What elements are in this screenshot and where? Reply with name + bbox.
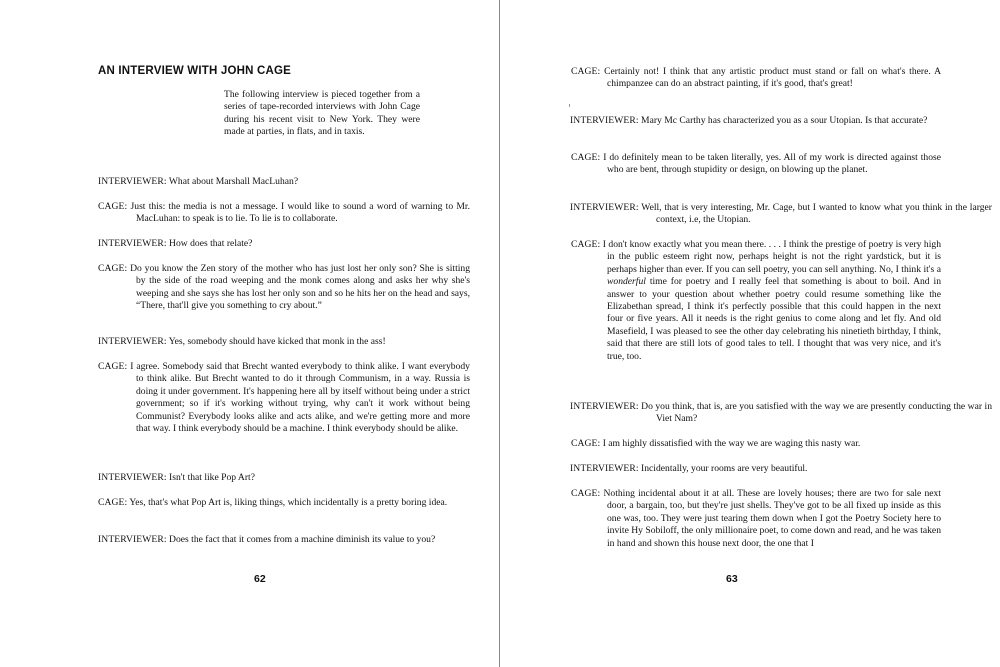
- dialogue-entry: [98, 361, 470, 435]
- dialogue-text: Yes, that's what Pop Art is, liking things, which incidentally is a pretty boring idea.: [129, 497, 448, 508]
- dialogue-entry: [570, 115, 992, 127]
- speaker-label: CAGE:: [98, 497, 128, 508]
- speaker-label: CAGE:: [98, 201, 128, 212]
- dialogue-entry: [98, 472, 470, 484]
- dialogue-text: Does the fact that it comes from a machine diminish its value to you?: [169, 534, 436, 545]
- scan-speck: [569, 104, 570, 107]
- speaker-label: CAGE:: [571, 438, 601, 449]
- speaker-label: INTERVIEWER:: [98, 534, 167, 545]
- dialogue-text: I do definitely mean to be taken literally, yes. All of my work is directed against those who are bent, through stupidity or design, on blowing up the planet.: [603, 152, 941, 176]
- dialogue-text: Yes, somebody should have kicked that monk in the ass!: [168, 336, 386, 347]
- dialogue-entry: [98, 336, 470, 348]
- intro-paragraph: The following interview is pieced together from a series of tape-recorded interviews with John Cage during his recent visit to New York. They were made at parties, in flats, and in taxis.: [224, 89, 420, 138]
- dialogue-entry: [570, 401, 992, 426]
- dialogue-entry: [571, 239, 941, 363]
- speaker-label: CAGE:: [571, 239, 601, 250]
- speaker-label: INTERVIEWER:: [98, 472, 167, 483]
- dialogue-text: Just this: the media is not a message. I would like to sound a word of warning to Mr. MacLuhan: to speak is to lie. To lie is to collaborate.: [130, 201, 470, 225]
- speaker-label: CAGE:: [571, 152, 601, 163]
- article-title: AN INTERVIEW WITH JOHN CAGE: [98, 65, 292, 77]
- dialogue-text: What about Marshall MacLuhan?: [168, 176, 299, 187]
- speaker-label: INTERVIEWER:: [98, 238, 167, 249]
- speaker-label: CAGE:: [571, 488, 601, 499]
- dialogue-entry: [570, 463, 992, 475]
- page-number: 63: [726, 573, 738, 585]
- dialogue-entry: [571, 152, 941, 177]
- emphasized-word: wonderful: [607, 276, 646, 288]
- dialogue-entry: [98, 534, 514, 546]
- dialogue-text: I don't know exactly what you mean there. . . . I think the prestige of poetry is very high in the public esteem right now, perhaps height is not the right yardstick, but it is perhaps higher than ever. If you can sell poetry, you can sell anything. No, I think it's a: [602, 239, 941, 275]
- speaker-label: INTERVIEWER:: [570, 401, 639, 412]
- speaker-label: CAGE:: [98, 361, 128, 372]
- dialogue-entry: [571, 66, 941, 91]
- right-page: [501, 0, 1000, 667]
- page-number: 62: [254, 573, 266, 585]
- dialogue-text: Well, that is very interesting, Mr. Cage, but I wanted to know what you think in the larger context, i.e, the Utopian.: [641, 202, 992, 226]
- dialogue-entry: [98, 201, 470, 226]
- dialogue-text: time for poetry and I really feel that something is about to boil. And in answer to your question about whether poetry could resume something like the Elizabethan spread, I think it's perfectly possible that this could happen in the next four or five years. All it needs is the right genius to come along and let fly. And old Masefield, I was pleased to see the other day celebrating his ninetieth birthday, I think, said that there are still lots of good tales to tell. I thought that was very nice, and it's true, too.: [607, 276, 941, 362]
- dialogue-text: I agree. Somebody said that Brecht wanted everybody to think alike. I want everybody to think alike. But Brecht wanted to do it through Communism, in a way. Russia is doing it under government. It's happening here all by itself without being under a strict government; so if it's working without trying, why can't it work without being Communist? Everybody looks alike and acts alike, and we're getting more and more that way. I think everybody should be a machine. I think everybody should be alike.: [130, 361, 470, 435]
- page-gutter: [499, 0, 500, 667]
- speaker-label: INTERVIEWER:: [570, 115, 639, 126]
- speaker-label: INTERVIEWER:: [570, 202, 639, 213]
- dialogue-text: Nothing incidental about it at all. These are lovely houses; there are two for sale next door, a bargain, too, but they're just shells. They've got to be all fixed up inside as this one was, too. They were just tearing them down when I got the Poetry Society here to invite Hy Sobiloff, the only millionaire poet, to come down and read, and he was taken in hand and shown this house next door, the one that I: [603, 488, 941, 549]
- dialogue-text: Do you know the Zen story of the mother who has just lost her only son? She is sitting by the side of the road weeping and the monk comes along and asks her why she's weeping and she says she has lost her only son and so he hits her on the head and says, “There, that'll give you something to cry about.”: [130, 263, 470, 312]
- speaker-label: CAGE:: [98, 263, 128, 274]
- dialogue-entry: [98, 263, 470, 313]
- dialogue-entry: [571, 488, 941, 550]
- dialogue-text: Do you think, that is, are you satisfied with the way we are presently conducting the war in Viet Nam?: [641, 401, 992, 425]
- dialogue-text: Isn't that like Pop Art?: [169, 472, 255, 483]
- dialogue-entry: [98, 497, 470, 509]
- speaker-label: INTERVIEWER:: [570, 463, 639, 474]
- dialogue-entry: [98, 238, 470, 250]
- speaker-label: INTERVIEWER:: [98, 336, 167, 347]
- dialogue-text: Certainly not! I think that any artistic product must stand or fall on what's there. A chimpanzee can do an abstract painting, if it's good, that's great!: [604, 66, 941, 90]
- dialogue-entry: [571, 438, 941, 450]
- dialogue-entry: [98, 176, 470, 188]
- dialogue-text: How does that relate?: [169, 238, 253, 249]
- dialogue-entry: [570, 202, 992, 227]
- dialogue-text: I am highly dissatisfied with the way we are waging this nasty war.: [602, 438, 861, 449]
- speaker-label: CAGE:: [571, 66, 601, 77]
- dialogue-text: Incidentally, your rooms are very beautiful.: [641, 463, 808, 474]
- dialogue-text: Mary Mc Carthy has characterized you as a sour Utopian. Is that accurate?: [641, 115, 928, 126]
- speaker-label: INTERVIEWER:: [98, 176, 167, 187]
